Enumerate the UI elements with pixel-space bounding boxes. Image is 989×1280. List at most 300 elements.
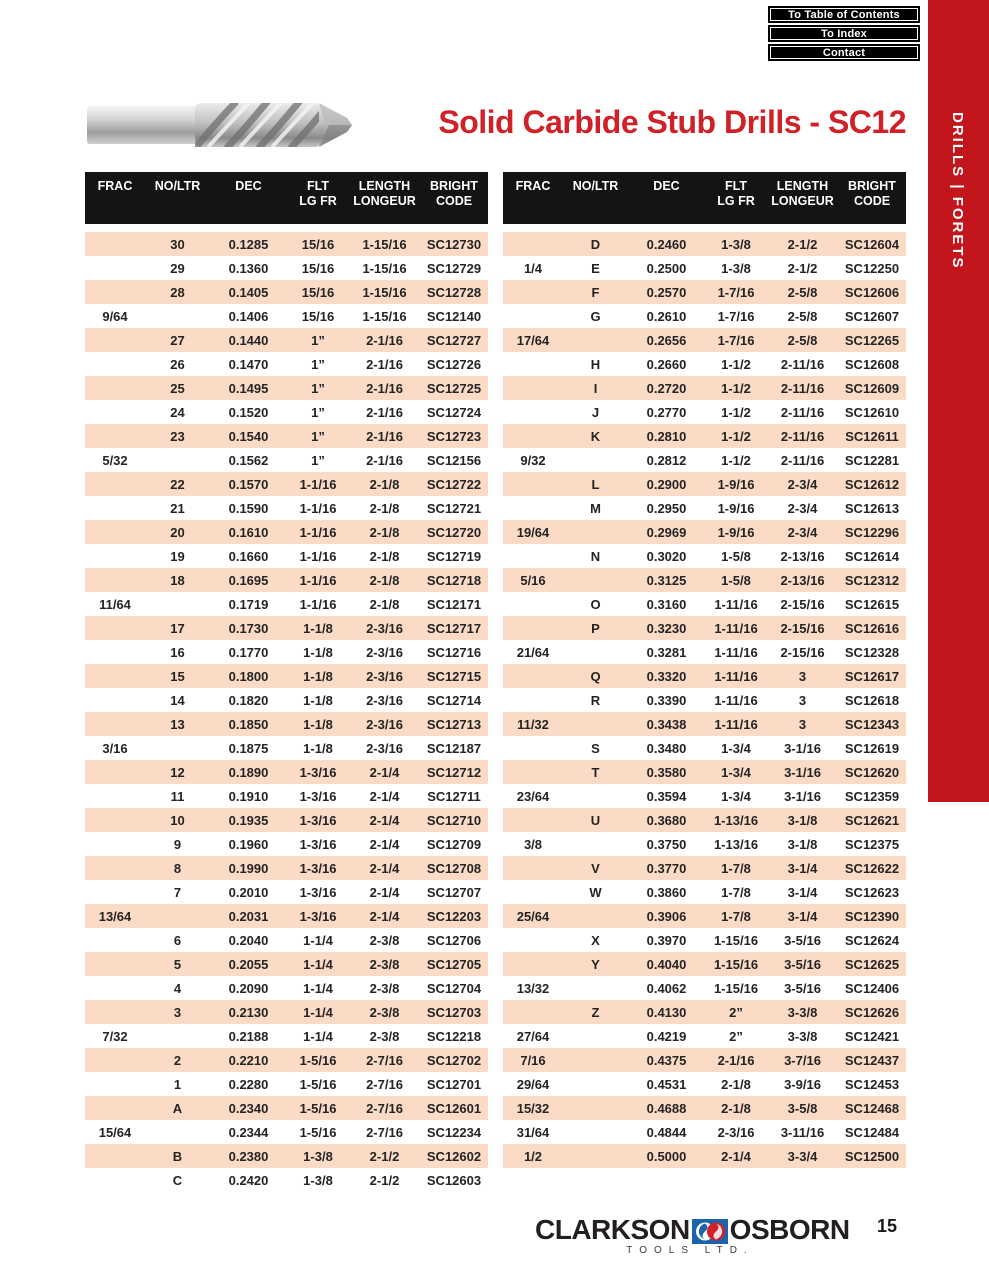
- table-cell: SC12609: [844, 380, 900, 396]
- table-cell: J: [591, 404, 600, 420]
- table-cell: [85, 760, 145, 784]
- table-cell: 1/2: [523, 1148, 543, 1164]
- table-cell: G: [590, 308, 601, 324]
- table-cell: T: [591, 764, 600, 780]
- table-cell: 0.1800: [228, 668, 269, 684]
- table-cell: 19/64: [516, 524, 550, 540]
- table-cell: 2-11/16: [780, 380, 825, 396]
- nav-contact[interactable]: Contact: [768, 44, 920, 61]
- table-cell: P: [591, 620, 600, 636]
- table-cell: [563, 1144, 628, 1168]
- table-cell: 1”: [311, 428, 325, 444]
- table-cell: SC12719: [426, 548, 482, 564]
- table-cell: 1-13/16: [713, 812, 759, 828]
- table-cell: 0.3770: [646, 860, 687, 876]
- table-cell: 1”: [311, 380, 325, 396]
- table-cell: 15/16: [301, 260, 335, 276]
- table-row: [85, 664, 488, 688]
- table-cell: 2-3/8: [369, 980, 400, 996]
- table-cell: 21: [170, 500, 185, 516]
- table-cell: 0.2420: [228, 1172, 269, 1188]
- table-cell: 0.1440: [228, 332, 269, 348]
- table-cell: 0.3390: [646, 692, 687, 708]
- table-cell: 1-15/16: [713, 956, 759, 972]
- table-cell: [563, 1120, 628, 1144]
- table-cell: 0.3750: [646, 836, 687, 852]
- table-cell: 0.1935: [228, 812, 269, 828]
- table-cell: 1-1/2: [721, 380, 751, 396]
- table-cell: [85, 976, 145, 1000]
- table-cell: [85, 232, 145, 256]
- table-cell: 28: [170, 284, 185, 300]
- table-cell: 3: [798, 716, 807, 732]
- logo-subtitle: TOOLS LTD.: [626, 1245, 754, 1256]
- company-logo: [535, 1214, 850, 1246]
- table-cell: SC12296: [844, 524, 900, 540]
- table-row: [85, 640, 488, 664]
- table-cell: [503, 616, 563, 640]
- table-cell: [145, 592, 210, 616]
- table-cell: 8: [173, 860, 182, 876]
- table-row: [85, 280, 488, 304]
- table-cell: 2-1/4: [369, 860, 400, 876]
- table-cell: 1-15/16: [362, 284, 407, 300]
- table-cell: 3-1/4: [787, 860, 818, 876]
- table-cell: 3-5/16: [784, 932, 821, 948]
- table-row: [85, 616, 488, 640]
- table-cell: 2-1/4: [369, 764, 400, 780]
- table-cell: SC12713: [426, 716, 482, 732]
- table-cell: [503, 280, 563, 304]
- table-cell: [145, 1120, 210, 1144]
- table-row: [85, 232, 488, 256]
- table-cell: 1-7/16: [717, 332, 755, 348]
- table-row: [503, 928, 906, 952]
- table-cell: SC12728: [426, 284, 482, 300]
- table-cell: 1-3/4: [721, 764, 751, 780]
- table-cell: 5/16: [520, 572, 546, 588]
- table-row: [85, 880, 488, 904]
- table-cell: 2-3/4: [787, 524, 818, 540]
- table-cell: 15/16: [301, 284, 335, 300]
- table-row: [503, 496, 906, 520]
- table-cell: SC12250: [844, 260, 900, 276]
- table-cell: 2-1/8: [369, 572, 400, 588]
- table-row: [503, 712, 906, 736]
- table-cell: L: [591, 476, 600, 492]
- table-cell: SC12604: [844, 236, 900, 252]
- table-cell: 2-1/4: [369, 836, 400, 852]
- table-cell: 1: [173, 1076, 182, 1092]
- table-cell: 1-1/16: [299, 476, 337, 492]
- table-cell: 15/16: [301, 308, 335, 324]
- table-row: [85, 1048, 488, 1072]
- table-cell: 0.4375: [646, 1052, 687, 1068]
- table-row: [503, 232, 906, 256]
- table-row: [503, 304, 906, 328]
- table-cell: 3-1/16: [784, 740, 821, 756]
- table-cell: 1-1/16: [299, 500, 337, 516]
- table-row: [503, 640, 906, 664]
- table-cell: 0.3160: [646, 596, 687, 612]
- table-cell: [503, 376, 563, 400]
- table-cell: SC12702: [426, 1052, 482, 1068]
- table-cell: 2-1/8: [369, 524, 400, 540]
- table-cell: 0.2040: [228, 932, 269, 948]
- table-cell: 7/16: [520, 1052, 546, 1068]
- table-cell: SC12707: [426, 884, 482, 900]
- table-cell: 0.1910: [228, 788, 269, 804]
- table-cell: SC12701: [426, 1076, 482, 1092]
- table-cell: 29/64: [516, 1076, 550, 1092]
- table-cell: 0.2720: [646, 380, 687, 396]
- table-cell: [503, 304, 563, 328]
- table-cell: 0.1360: [228, 260, 269, 276]
- table-cell: 0.2380: [228, 1148, 269, 1164]
- table-cell: 21/64: [516, 644, 550, 660]
- table-cell: SC12203: [426, 908, 482, 924]
- table-row: [85, 976, 488, 1000]
- table-row: [85, 376, 488, 400]
- table-row: [503, 376, 906, 400]
- table-row: [85, 712, 488, 736]
- table-cell: 2-15/16: [780, 596, 825, 612]
- table-cell: SC12281: [844, 452, 900, 468]
- table-cell: 0.1660: [228, 548, 269, 564]
- table-cell: [563, 784, 628, 808]
- table-cell: 2-1/2: [787, 236, 818, 252]
- table-cell: 0.1590: [228, 500, 269, 516]
- table-cell: [85, 784, 145, 808]
- table-cell: H: [590, 356, 601, 372]
- table-cell: SC12708: [426, 860, 482, 876]
- table-cell: 1-3/8: [303, 1172, 333, 1188]
- table-cell: 0.1960: [228, 836, 269, 852]
- table-cell: 2-11/16: [780, 428, 825, 444]
- table-cell: W: [589, 884, 602, 900]
- table-row: [85, 448, 488, 472]
- table-row: [85, 760, 488, 784]
- table-row: [503, 1000, 906, 1024]
- table-cell: [85, 256, 145, 280]
- table-cell: 1-1/2: [721, 428, 751, 444]
- table-cell: SC12611: [845, 428, 899, 444]
- table-cell: 3-3/4: [787, 1148, 818, 1164]
- table-cell: 2-1/4: [369, 788, 400, 804]
- table-cell: 15/32: [516, 1100, 550, 1116]
- table-cell: [563, 1048, 628, 1072]
- table-cell: SC12623: [844, 884, 900, 900]
- table-cell: 1-15/16: [362, 260, 407, 276]
- table-cell: 2”: [729, 1028, 743, 1044]
- table-cell: 1-11/16: [714, 644, 758, 660]
- table-cell: 2-3/16: [717, 1124, 755, 1140]
- table-cell: SC12720: [426, 524, 482, 540]
- table-cell: SC12729: [426, 260, 482, 276]
- table-cell: [85, 616, 145, 640]
- table-cell: [503, 880, 563, 904]
- table-cell: [145, 736, 210, 760]
- nav-to-index[interactable]: To Index: [768, 25, 920, 42]
- table-cell: A: [172, 1100, 183, 1116]
- table-cell: 2-3/8: [369, 1004, 400, 1020]
- table-cell: SC12453: [844, 1076, 900, 1092]
- table-cell: SC12722: [426, 476, 482, 492]
- table-cell: [145, 304, 210, 328]
- table-cell: SC12619: [844, 740, 900, 756]
- table-row: [503, 880, 906, 904]
- table-cell: 2-5/8: [787, 284, 818, 300]
- table-cell: 1-3/16: [299, 836, 337, 852]
- table-cell: 0.2010: [228, 884, 269, 900]
- table-cell: [503, 472, 563, 496]
- table-cell: E: [591, 260, 600, 276]
- table-cell: [563, 448, 628, 472]
- table-cell: 0.2500: [646, 260, 687, 276]
- table-cell: O: [590, 596, 601, 612]
- table-header-left: [85, 172, 488, 224]
- table-cell: [503, 664, 563, 688]
- column-header: DEC: [235, 179, 262, 193]
- table-cell: 0.1890: [228, 764, 269, 780]
- table-cell: 1-1/16: [299, 524, 337, 540]
- table-cell: 0.2055: [228, 956, 269, 972]
- table-cell: 2-3/16: [366, 716, 403, 732]
- table-cell: 0.2660: [646, 356, 687, 372]
- table-cell: 3: [798, 692, 807, 708]
- table-cell: 0.3594: [646, 788, 687, 804]
- page-title: Solid Carbide Stub Drills - SC12: [438, 104, 906, 140]
- table-cell: 2-1/16: [366, 404, 403, 420]
- table-cell: SC12624: [844, 932, 900, 948]
- table-row: [85, 352, 488, 376]
- table-cell: SC12622: [844, 860, 900, 876]
- table-cell: U: [590, 812, 601, 828]
- table-cell: 27: [170, 332, 185, 348]
- table-cell: 0.1850: [228, 716, 269, 732]
- table-cell: SC12390: [844, 908, 900, 924]
- table-cell: 0.1695: [228, 572, 269, 588]
- table-row: [85, 304, 488, 328]
- column-header: FRAC: [97, 179, 133, 193]
- table-cell: 2-1/16: [366, 428, 403, 444]
- table-cell: [563, 1024, 628, 1048]
- table-cell: SC12705: [426, 956, 482, 972]
- table-cell: 2-1/8: [369, 476, 400, 492]
- column-header: BRIGHT CODE: [430, 179, 478, 208]
- table-cell: 1”: [311, 356, 325, 372]
- table-cell: 0.1990: [228, 860, 269, 876]
- table-cell: 18: [170, 572, 185, 588]
- table-row: [85, 544, 488, 568]
- table-cell: SC12602: [426, 1148, 482, 1164]
- table-cell: SC12724: [426, 404, 482, 420]
- table-cell: 0.1285: [228, 236, 269, 252]
- table-cell: SC12437: [844, 1052, 900, 1068]
- table-cell: 1-7/8: [721, 860, 751, 876]
- table-cell: 2-7/16: [366, 1052, 403, 1068]
- column-header: FLT LG FR: [299, 179, 337, 208]
- table-cell: D: [590, 236, 601, 252]
- table-cell: B: [172, 1148, 183, 1164]
- table-cell: 2-3/16: [366, 668, 403, 684]
- table-cell: [85, 568, 145, 592]
- table-cell: 1-3/4: [721, 788, 751, 804]
- table-cell: 1-1/4: [303, 1028, 333, 1044]
- table-cell: 0.3906: [646, 908, 687, 924]
- drill-table-right: [503, 172, 906, 1168]
- table-cell: [85, 688, 145, 712]
- table-cell: 0.3125: [646, 572, 687, 588]
- table-row: [503, 1096, 906, 1120]
- table-cell: 0.3580: [646, 764, 687, 780]
- table-cell: SC12625: [844, 956, 900, 972]
- table-cell: 3-5/16: [784, 980, 821, 996]
- table-cell: [145, 904, 210, 928]
- table-cell: SC12601: [426, 1100, 482, 1116]
- table-cell: 0.2900: [646, 476, 687, 492]
- table-cell: SC12712: [426, 764, 482, 780]
- table-cell: SC12716: [426, 644, 482, 660]
- table-cell: 22: [170, 476, 185, 492]
- table-cell: SC12730: [426, 236, 482, 252]
- table-cell: V: [591, 860, 600, 876]
- table-cell: SC12187: [426, 740, 482, 756]
- table-cell: 3-7/16: [784, 1052, 821, 1068]
- nav-buttons: [768, 6, 920, 61]
- table-row: [503, 736, 906, 760]
- table-cell: SC12710: [426, 812, 482, 828]
- table-cell: 0.1495: [228, 380, 269, 396]
- table-cell: 3/16: [102, 740, 128, 756]
- table-cell: 0.2340: [228, 1100, 269, 1116]
- table-row: [85, 424, 488, 448]
- table-cell: 0.2969: [646, 524, 687, 540]
- table-cell: 3-3/8: [787, 1028, 818, 1044]
- table-cell: [503, 1000, 563, 1024]
- table-cell: R: [590, 692, 601, 708]
- table-cell: SC12615: [844, 596, 900, 612]
- table-cell: 2-11/16: [780, 356, 825, 372]
- table-cell: [85, 424, 145, 448]
- table-cell: 0.1562: [228, 452, 269, 468]
- table-cell: 1-7/8: [721, 908, 751, 924]
- table-cell: 1-13/16: [713, 836, 759, 852]
- table-row: [85, 928, 488, 952]
- table-cell: SC12727: [426, 332, 482, 348]
- table-cell: 0.4844: [646, 1124, 687, 1140]
- table-cell: 2-3/8: [369, 956, 400, 972]
- table-cell: SC12606: [844, 284, 900, 300]
- table-row: [85, 568, 488, 592]
- table-cell: 2-1/8: [369, 596, 400, 612]
- column-header: LENGTH LONGEUR: [771, 179, 834, 208]
- table-row: [85, 832, 488, 856]
- table-cell: 2-7/16: [366, 1124, 403, 1140]
- table-cell: 14: [170, 692, 185, 708]
- table-cell: F: [591, 284, 600, 300]
- table-cell: 1-3/8: [721, 236, 751, 252]
- table-cell: 0.3860: [646, 884, 687, 900]
- table-cell: N: [590, 548, 601, 564]
- table-cell: 0.2610: [646, 308, 687, 324]
- table-row: [85, 1144, 488, 1168]
- table-cell: 1-3/16: [299, 764, 337, 780]
- table-row: [85, 1168, 488, 1192]
- table-cell: 0.2460: [646, 236, 687, 252]
- table-cell: SC12603: [426, 1172, 482, 1188]
- table-cell: 1-3/4: [721, 740, 751, 756]
- table-cell: 24: [170, 404, 185, 420]
- table-cell: 1-11/16: [714, 692, 758, 708]
- table-cell: SC12312: [844, 572, 900, 588]
- table-cell: 16: [170, 644, 185, 660]
- table-cell: SC12613: [844, 500, 900, 516]
- table-cell: 26: [170, 356, 185, 372]
- table-cell: SC12725: [426, 380, 482, 396]
- table-cell: 0.1470: [228, 356, 269, 372]
- table-cell: SC12715: [426, 668, 482, 684]
- table-cell: 10: [170, 812, 185, 828]
- table-cell: [85, 496, 145, 520]
- table-row: [85, 1000, 488, 1024]
- table-cell: [503, 592, 563, 616]
- table-cell: 0.1405: [228, 284, 269, 300]
- table-cell: SC12711: [427, 788, 481, 804]
- table-row: [503, 424, 906, 448]
- table-cell: 0.1719: [228, 596, 269, 612]
- table-row: [503, 400, 906, 424]
- table-cell: 2-5/8: [787, 308, 818, 324]
- table-cell: 1-3/16: [299, 860, 337, 876]
- table-cell: 2-3/16: [366, 740, 403, 756]
- table-cell: SC12621: [844, 812, 900, 828]
- column-header: FLT LG FR: [717, 179, 755, 208]
- table-cell: [563, 520, 628, 544]
- table-cell: SC12171: [426, 596, 482, 612]
- table-cell: 2-3/8: [369, 932, 400, 948]
- table-cell: [563, 976, 628, 1000]
- table-row: [85, 856, 488, 880]
- table-cell: 0.2770: [646, 404, 687, 420]
- table-row: [85, 400, 488, 424]
- table-cell: 5: [173, 956, 182, 972]
- table-cell: [85, 664, 145, 688]
- table-cell: [85, 280, 145, 304]
- table-row: [503, 832, 906, 856]
- table-row: [85, 904, 488, 928]
- table-cell: SC12343: [844, 716, 900, 732]
- table-cell: SC12484: [844, 1124, 900, 1140]
- nav-to-table-of-contents[interactable]: To Table of Contents: [768, 6, 920, 23]
- table-row: [85, 1024, 488, 1048]
- table-cell: [563, 1072, 628, 1096]
- table-cell: 1-5/16: [299, 1100, 337, 1116]
- table-cell: 0.2812: [646, 452, 687, 468]
- table-cell: 3-1/4: [787, 884, 818, 900]
- table-row: [503, 688, 906, 712]
- table-cell: SC12607: [844, 308, 900, 324]
- table-cell: 15/64: [98, 1124, 132, 1140]
- table-cell: 1-11/16: [714, 620, 758, 636]
- table-cell: 2-11/16: [780, 404, 825, 420]
- page-number: 15: [877, 1216, 898, 1236]
- table-cell: 1-1/8: [303, 740, 333, 756]
- table-cell: SC12610: [844, 404, 900, 420]
- table-cell: SC12709: [426, 836, 482, 852]
- table-cell: 3-11/16: [780, 1124, 825, 1140]
- table-cell: SC12704: [426, 980, 482, 996]
